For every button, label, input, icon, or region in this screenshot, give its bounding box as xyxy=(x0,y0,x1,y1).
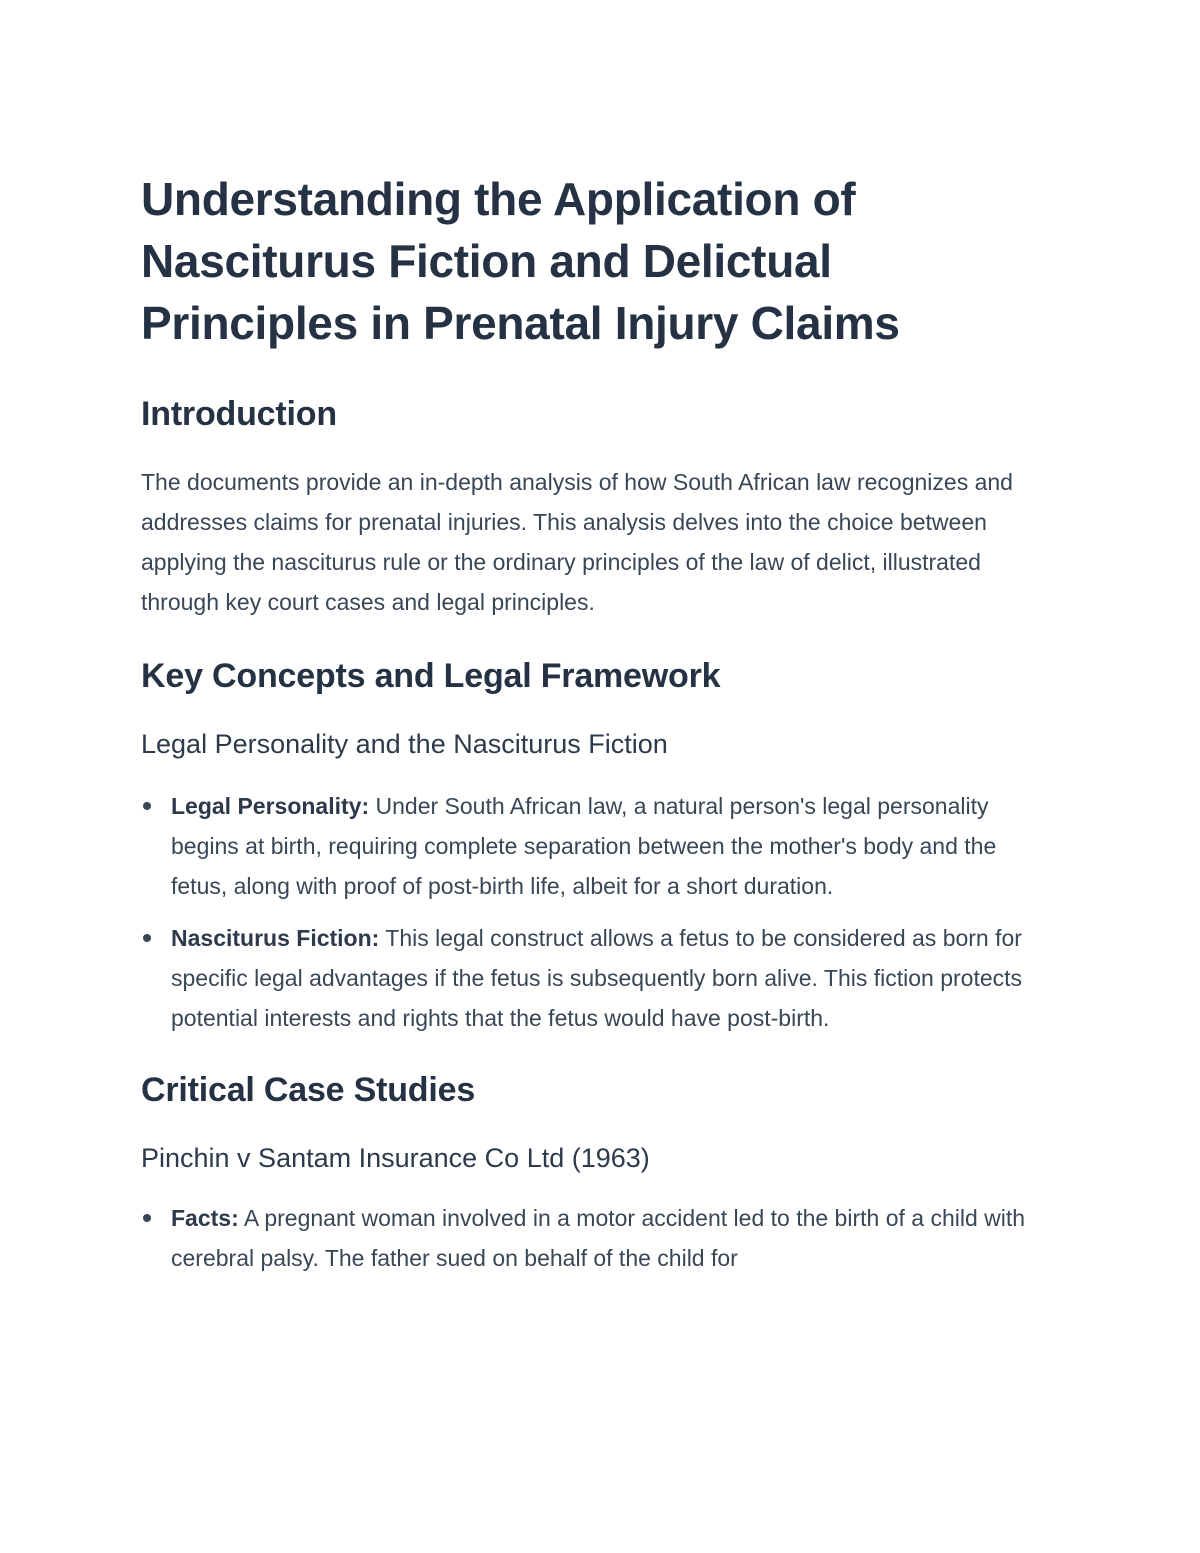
subheading-pinchin-case: Pinchin v Santam Insurance Co Ltd (1963) xyxy=(141,1143,650,1173)
list-item-term: Nasciturus Fiction: xyxy=(171,925,380,951)
document-page xyxy=(141,168,1056,1278)
list-item-term: Facts: xyxy=(171,1205,239,1231)
list-item-term: Legal Personality: xyxy=(171,793,370,819)
introduction-paragraph: The documents provide an in-depth analysis of how South African law recognizes and addresses claims for prenatal injuries. This analysis delves into the choice between applying the nasciturus rule or the ordinary principles of the law of delict, illustrated through key court cases and legal principles. xyxy=(141,469,1013,615)
document-title: Understanding the Application of Nasciturus Fiction and Delictual Principles in Prenatal Injury Claims xyxy=(141,173,900,349)
bullet-icon xyxy=(143,934,151,942)
section-heading-key-concepts: Key Concepts and Legal Framework xyxy=(141,657,721,695)
section-heading-introduction: Introduction xyxy=(141,395,337,433)
list-spacer xyxy=(141,906,1056,918)
list-item-text: A pregnant woman involved in a motor accident led to the birth of a child with cerebral palsy. The father sued on behalf of the child for xyxy=(171,1205,1026,1271)
list-item-text: This legal construct allows a fetus to be considered as born for specific legal advantages if the fetus is subsequently born alive. This fiction protects potential interests and rights that the fetus would have post-birth. xyxy=(171,925,1023,1031)
bullet-icon xyxy=(143,802,151,810)
list-item xyxy=(141,918,1056,1038)
key-concepts-list xyxy=(141,786,1056,1038)
list-item xyxy=(141,1198,1056,1278)
list-item xyxy=(141,786,1056,906)
subheading-legal-personality: Legal Personality and the Nasciturus Fiction xyxy=(141,729,668,759)
list-item-text: Under South African law, a natural person's legal personality begins at birth, requiring complete separation between the mother's body and the fetus, along with proof of post-birth life, albeit for a short duration. xyxy=(171,793,997,899)
bullet-icon xyxy=(143,1214,151,1222)
section-heading-case-studies: Critical Case Studies xyxy=(141,1071,476,1109)
case-studies-list xyxy=(141,1198,1056,1278)
